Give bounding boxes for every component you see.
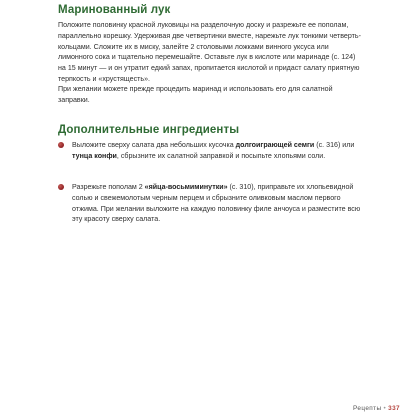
list-item-text xyxy=(72,182,366,225)
page-footer xyxy=(353,405,400,412)
text-run: , сбрызните их салатной заправкой и посыпьте хлопьями соли. xyxy=(116,151,326,160)
page-number: 337 xyxy=(388,405,400,412)
bold-ingredient-tuna: тунца конфи xyxy=(72,151,117,160)
text-run: (с. 316) или xyxy=(314,141,355,149)
text-run: Разрежьте пополам 2 xyxy=(72,183,145,191)
bold-ingredient-eggs: «яйца-восьмиминутки» xyxy=(144,183,228,191)
paragraph-onion-instructions: Положите половинку красной луковицы на разделочную доску и разрежьте ее пополам, параллельно корешку. Удерживая две четвертинки вместе, нарежьте лук тонкими четверть-кольцами. Сложите их в миску, залейте 2 столовыми ложками винного уксуса или лимонного сока и тщательно перемешайте. Оставьте лук в кислоте или маринаде (с. 124) на 15 минут — и он утратит едкий запах, пропитается кислотой и придаст салату приятную терпкость и «хрустящесть». xyxy=(58,21,361,83)
bold-ingredient-salmon: долгоиграющей семги xyxy=(235,141,315,149)
section-heading-pickled-onion: Маринованный лук xyxy=(58,4,171,16)
text-run: Выложите сверху салата два небольших кусочка xyxy=(72,141,236,149)
footer-separator: • xyxy=(383,405,387,412)
text-run: (с. 310), приправьте их хлопьевидной солью и свежемолотым черным перцем и сбрызните оливковым маслом первого отжима. При желании выложите на каждую половинку филе анчоуса и разместите всю эту красоту сверху салата. xyxy=(72,183,361,224)
footer-section-name: Рецепты xyxy=(353,405,382,412)
bullet-icon xyxy=(58,142,64,148)
bullet-icon xyxy=(58,184,64,190)
paragraph-marinade-tip: При желании можете прежде процедить маринад и использовать его для салатной заправки. xyxy=(58,85,333,104)
list-item-text xyxy=(72,140,366,162)
section-heading-extra-ingredients: Дополнительные ингредиенты xyxy=(58,124,240,136)
